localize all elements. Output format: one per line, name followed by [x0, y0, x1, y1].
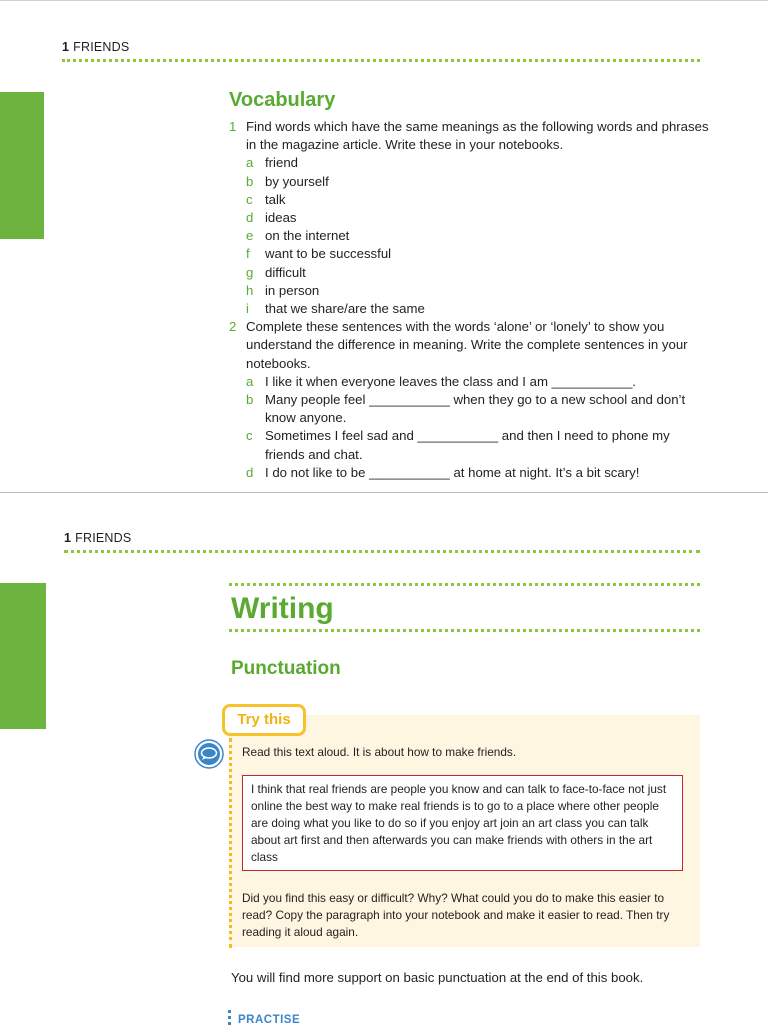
practise-marker: [228, 1010, 231, 1025]
section-heading: Vocabulary: [229, 89, 336, 111]
list-item: [229, 464, 709, 482]
text-passage-box: [242, 775, 683, 871]
chapter-number: 1: [64, 531, 72, 545]
item-letter: a: [246, 373, 254, 389]
exercise-number: 2: [229, 319, 237, 335]
try-this-label: Try this: [222, 704, 306, 736]
header-divider: [62, 59, 700, 62]
page-vocabulary: [0, 0, 768, 492]
title-divider-bottom: [229, 629, 700, 632]
exercise-list: [229, 118, 709, 482]
item-text: I like it when everyone leaves the class and I am ___________.: [265, 373, 636, 389]
list-item: [229, 427, 709, 463]
item-letter: b: [246, 173, 254, 189]
chapter-title: FRIENDS: [73, 40, 130, 54]
list-item: [229, 209, 709, 227]
item-text: Many people feel ___________ when they go to a new school and don’t know anyone.: [265, 392, 686, 426]
exercise-1: [229, 118, 709, 154]
section-heading: Punctuation: [231, 658, 341, 679]
item-letter: h: [246, 282, 254, 298]
exercise-2: [229, 318, 709, 373]
list-item: [229, 154, 709, 172]
item-letter: f: [246, 246, 250, 262]
list-item: [229, 300, 709, 318]
exercise-instruction: Complete these sentences with the words ‘alone’ or ‘lonely’ to show you understand the difference in meaning. Write the complete sentences in your notebooks.: [246, 319, 688, 371]
item-text: want to be successful: [265, 246, 392, 262]
item-text: I do not like to be ___________ at home at night. It’s a bit scary!: [265, 464, 640, 480]
chapter-number: 1: [62, 40, 70, 54]
list-item: [229, 264, 709, 282]
list-item: [229, 191, 709, 209]
list-item: [229, 227, 709, 245]
item-letter: a: [246, 155, 254, 171]
item-text: ideas: [265, 210, 297, 226]
list-item: [229, 373, 709, 391]
list-item: [229, 391, 709, 427]
speech-bubble-icon: [194, 739, 224, 769]
item-text: difficult: [265, 264, 306, 280]
item-letter: c: [246, 191, 253, 207]
item-text: that we share/are the same: [265, 301, 425, 317]
item-text: by yourself: [265, 173, 329, 189]
side-tab: [0, 92, 44, 239]
item-letter: b: [246, 392, 254, 408]
item-text: Sometimes I feel sad and ___________ and then I need to phone my friends and chat.: [265, 428, 670, 462]
title-divider-top: [229, 583, 700, 586]
exercise-instruction: Find words which have the same meanings as the following words and phrases in the magazine article. Write these in your notebooks.: [246, 119, 709, 153]
page-writing: [0, 492, 768, 1025]
item-letter: c: [246, 428, 253, 444]
exercise-number: 1: [229, 119, 237, 134]
item-letter: e: [246, 228, 254, 244]
item-letter: i: [246, 301, 249, 317]
item-text: in person: [265, 282, 320, 298]
item-letter: g: [246, 264, 254, 280]
item-letter: d: [246, 210, 254, 226]
panel-dotted-rule: [229, 738, 232, 948]
list-item: [229, 245, 709, 263]
header-divider: [64, 550, 700, 553]
list-item: [229, 173, 709, 191]
try-this-intro: Read this text aloud. It is about how to make friends.: [242, 745, 517, 759]
item-text: friend: [265, 155, 298, 171]
page-title: Writing: [231, 592, 334, 625]
support-note: You will find more support on basic punctuation at the end of this book.: [231, 970, 644, 985]
item-letter: d: [246, 464, 254, 480]
try-this-question: Did you find this easy or difficult? Why? What could you do to make this easier to read? Copy the paragraph into your notebook and make it easier to read. Then try reading it aloud again.: [242, 891, 670, 939]
item-text: on the internet: [265, 228, 350, 244]
chapter-header: [64, 531, 131, 545]
practise-heading: PRACTISE: [238, 1014, 301, 1026]
chapter-header: [62, 40, 129, 54]
chapter-title: FRIENDS: [75, 531, 132, 545]
item-text: talk: [265, 191, 286, 207]
list-item: [229, 282, 709, 300]
side-tab: [0, 583, 46, 729]
text-passage: I think that real friends are people you know and can talk to face-to-face not just online the best way to make real friends is to go to a place where other people are doing what you like to do so if you enjoy art join an art class you can talk about art first and then afterwards you can make friends with others in the art class: [251, 782, 667, 864]
